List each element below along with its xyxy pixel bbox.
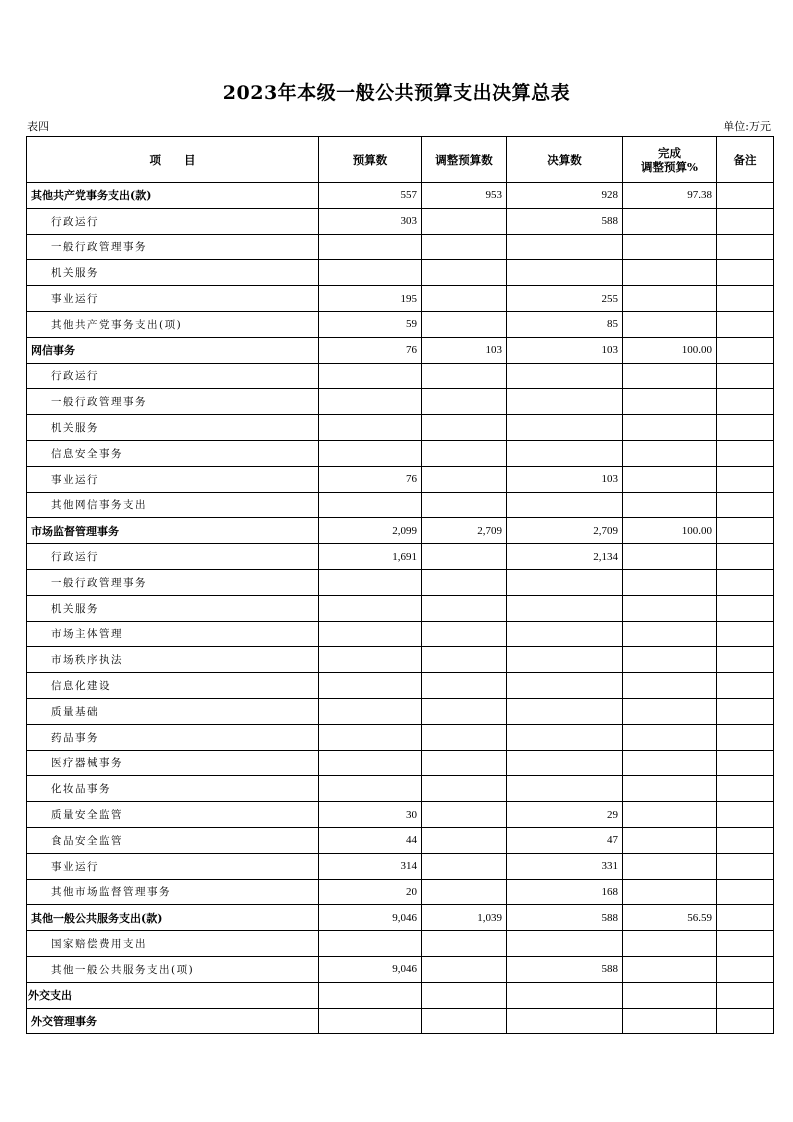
table-row [27, 415, 774, 441]
row-adjusted-budget [422, 260, 507, 286]
row-final-accounts [507, 260, 623, 286]
table-row [27, 286, 774, 312]
row-adjusted-budget [422, 802, 507, 828]
row-completion-rate [623, 982, 717, 1008]
table-row [27, 750, 774, 776]
row-adjusted-budget [422, 466, 507, 492]
row-remark [717, 337, 774, 363]
row-budget: 20 [319, 879, 422, 905]
row-adjusted-budget: 2,709 [422, 518, 507, 544]
row-adjusted-budget [422, 286, 507, 312]
table-row [27, 440, 774, 466]
row-item-name: 一般行政管理事务 [27, 234, 319, 260]
row-final-accounts [507, 363, 623, 389]
table-row [27, 208, 774, 234]
row-remark [717, 492, 774, 518]
row-final-accounts: 2,134 [507, 544, 623, 570]
row-remark [717, 673, 774, 699]
row-final-accounts: 85 [507, 311, 623, 337]
row-remark [717, 621, 774, 647]
row-item-name: 质量安全监管 [27, 802, 319, 828]
row-item-name: 其他共产党事务支出(款) [27, 183, 319, 209]
row-remark [717, 234, 774, 260]
row-adjusted-budget [422, 1008, 507, 1034]
row-adjusted-budget [422, 544, 507, 570]
row-adjusted-budget [422, 931, 507, 957]
row-item-name: 一般行政管理事务 [27, 569, 319, 595]
row-remark [717, 827, 774, 853]
row-final-accounts: 588 [507, 208, 623, 234]
row-remark [717, 595, 774, 621]
row-final-accounts [507, 673, 623, 699]
row-adjusted-budget [422, 673, 507, 699]
row-final-accounts [507, 234, 623, 260]
row-completion-rate [623, 440, 717, 466]
row-adjusted-budget [422, 363, 507, 389]
row-budget [319, 1008, 422, 1034]
row-completion-rate [623, 286, 717, 312]
row-final-accounts [507, 776, 623, 802]
row-budget [319, 595, 422, 621]
row-remark [717, 802, 774, 828]
row-final-accounts [507, 982, 623, 1008]
row-remark [717, 647, 774, 673]
row-budget: 303 [319, 208, 422, 234]
row-completion-rate [623, 595, 717, 621]
row-completion-rate [623, 492, 717, 518]
row-budget [319, 260, 422, 286]
row-final-accounts: 29 [507, 802, 623, 828]
row-completion-rate [623, 931, 717, 957]
table-row [27, 1008, 774, 1034]
row-remark [717, 311, 774, 337]
row-budget: 557 [319, 183, 422, 209]
row-adjusted-budget [422, 440, 507, 466]
row-item-name: 事业运行 [27, 286, 319, 312]
table-row [27, 569, 774, 595]
table-row [27, 260, 774, 286]
row-item-name: 其他一般公共服务支出(款) [27, 905, 319, 931]
table-row [27, 595, 774, 621]
row-remark [717, 956, 774, 982]
row-final-accounts: 168 [507, 879, 623, 905]
row-item-name: 机关服务 [27, 260, 319, 286]
row-adjusted-budget [422, 208, 507, 234]
row-item-name: 网信事务 [27, 337, 319, 363]
row-item-name: 信息安全事务 [27, 440, 319, 466]
table-row [27, 956, 774, 982]
row-remark [717, 905, 774, 931]
row-remark [717, 750, 774, 776]
row-adjusted-budget [422, 956, 507, 982]
row-budget [319, 724, 422, 750]
header-adjusted-budget: 调整预算数 [422, 137, 507, 183]
row-adjusted-budget [422, 492, 507, 518]
row-budget: 195 [319, 286, 422, 312]
header-final-accounts: 决算数 [507, 137, 623, 183]
row-final-accounts: 588 [507, 956, 623, 982]
header-item: 项 目 [27, 137, 319, 183]
row-item-name: 市场监督管理事务 [27, 518, 319, 544]
row-budget [319, 363, 422, 389]
row-adjusted-budget [422, 776, 507, 802]
row-completion-rate: 56.59 [623, 905, 717, 931]
row-adjusted-budget: 1,039 [422, 905, 507, 931]
row-item-name: 其他一般公共服务支出(项) [27, 956, 319, 982]
row-final-accounts [507, 931, 623, 957]
table-row [27, 673, 774, 699]
row-final-accounts [507, 440, 623, 466]
row-completion-rate [623, 260, 717, 286]
table-row [27, 621, 774, 647]
row-item-name: 一般行政管理事务 [27, 389, 319, 415]
row-remark [717, 724, 774, 750]
table-row [27, 982, 774, 1008]
table-row [27, 827, 774, 853]
row-item-name: 机关服务 [27, 595, 319, 621]
row-budget [319, 982, 422, 1008]
row-adjusted-budget [422, 853, 507, 879]
row-completion-rate [623, 827, 717, 853]
row-completion-rate [623, 363, 717, 389]
row-item-name: 质量基础 [27, 698, 319, 724]
row-completion-rate [623, 724, 717, 750]
row-item-name: 国家赔偿费用支出 [27, 931, 319, 957]
row-budget [319, 647, 422, 673]
row-item-name: 外交管理事务 [27, 1008, 319, 1034]
row-remark [717, 415, 774, 441]
row-item-name: 信息化建设 [27, 673, 319, 699]
row-adjusted-budget [422, 647, 507, 673]
row-final-accounts [507, 750, 623, 776]
row-remark [717, 183, 774, 209]
table-row [27, 337, 774, 363]
row-completion-rate [623, 956, 717, 982]
table-row [27, 802, 774, 828]
row-budget [319, 234, 422, 260]
row-final-accounts [507, 621, 623, 647]
row-adjusted-budget [422, 595, 507, 621]
row-budget [319, 750, 422, 776]
row-completion-rate: 100.00 [623, 518, 717, 544]
table-row [27, 853, 774, 879]
table-row [27, 518, 774, 544]
row-budget [319, 621, 422, 647]
row-budget [319, 492, 422, 518]
table-row [27, 183, 774, 209]
row-budget: 76 [319, 337, 422, 363]
row-completion-rate [623, 466, 717, 492]
document-title: 2023年本级一般公共预算支出决算总表 [222, 82, 571, 104]
row-remark [717, 260, 774, 286]
row-completion-rate [623, 853, 717, 879]
row-final-accounts [507, 698, 623, 724]
row-remark [717, 853, 774, 879]
row-completion-rate [623, 673, 717, 699]
row-adjusted-budget [422, 982, 507, 1008]
row-completion-rate [623, 879, 717, 905]
row-completion-rate [623, 802, 717, 828]
row-final-accounts: 103 [507, 466, 623, 492]
table-row [27, 389, 774, 415]
row-item-name: 事业运行 [27, 466, 319, 492]
row-budget [319, 673, 422, 699]
row-final-accounts: 928 [507, 183, 623, 209]
header-completion-line1: 完成 [658, 145, 681, 160]
row-budget: 44 [319, 827, 422, 853]
row-item-name: 医疗器械事务 [27, 750, 319, 776]
row-final-accounts: 103 [507, 337, 623, 363]
table-row [27, 492, 774, 518]
row-item-name: 行政运行 [27, 363, 319, 389]
row-completion-rate [623, 389, 717, 415]
row-remark [717, 879, 774, 905]
row-completion-rate [623, 776, 717, 802]
row-adjusted-budget [422, 234, 507, 260]
row-final-accounts [507, 647, 623, 673]
row-budget: 9,046 [319, 956, 422, 982]
row-budget [319, 440, 422, 466]
table-row [27, 647, 774, 673]
row-item-name: 其他共产党事务支出(项) [27, 311, 319, 337]
table-row [27, 698, 774, 724]
row-budget: 314 [319, 853, 422, 879]
table-row [27, 776, 774, 802]
row-final-accounts [507, 724, 623, 750]
row-remark [717, 466, 774, 492]
row-adjusted-budget [422, 569, 507, 595]
row-budget [319, 931, 422, 957]
table-row [27, 466, 774, 492]
row-remark [717, 569, 774, 595]
row-adjusted-budget [422, 879, 507, 905]
row-budget: 9,046 [319, 905, 422, 931]
row-adjusted-budget: 953 [422, 183, 507, 209]
row-item-name: 外交支出 [27, 982, 319, 1008]
row-final-accounts [507, 595, 623, 621]
row-adjusted-budget [422, 621, 507, 647]
table-row [27, 544, 774, 570]
row-item-name: 行政运行 [27, 544, 319, 570]
row-budget [319, 389, 422, 415]
row-remark [717, 931, 774, 957]
row-budget [319, 698, 422, 724]
row-item-name: 食品安全监管 [27, 827, 319, 853]
row-completion-rate [623, 415, 717, 441]
row-final-accounts [507, 415, 623, 441]
row-adjusted-budget [422, 311, 507, 337]
table-row [27, 724, 774, 750]
row-completion-rate [623, 698, 717, 724]
table-row [27, 363, 774, 389]
row-item-name: 机关服务 [27, 415, 319, 441]
row-budget: 1,691 [319, 544, 422, 570]
row-final-accounts: 331 [507, 853, 623, 879]
row-item-name: 事业运行 [27, 853, 319, 879]
table-row [27, 905, 774, 931]
row-item-name: 化妆品事务 [27, 776, 319, 802]
table-row [27, 234, 774, 260]
row-remark [717, 1008, 774, 1034]
row-final-accounts: 47 [507, 827, 623, 853]
row-remark [717, 286, 774, 312]
row-completion-rate [623, 234, 717, 260]
row-budget [319, 415, 422, 441]
header-completion-line2: 调整预算% [641, 159, 698, 174]
row-item-name: 行政运行 [27, 208, 319, 234]
table-row [27, 931, 774, 957]
row-budget: 59 [319, 311, 422, 337]
row-completion-rate: 100.00 [623, 337, 717, 363]
header-remarks: 备注 [717, 137, 774, 183]
row-budget: 76 [319, 466, 422, 492]
table-row [27, 311, 774, 337]
header-completion-rate [623, 137, 717, 183]
row-final-accounts: 588 [507, 905, 623, 931]
row-item-name: 市场主体管理 [27, 621, 319, 647]
row-final-accounts [507, 492, 623, 518]
row-adjusted-budget: 103 [422, 337, 507, 363]
expenditure-table [26, 136, 774, 1034]
row-completion-rate [623, 208, 717, 234]
row-adjusted-budget [422, 724, 507, 750]
row-final-accounts [507, 1008, 623, 1034]
row-remark [717, 389, 774, 415]
row-adjusted-budget [422, 750, 507, 776]
unit-label: 单位:万元 [723, 120, 771, 133]
row-final-accounts: 2,709 [507, 518, 623, 544]
row-adjusted-budget [422, 698, 507, 724]
row-remark [717, 698, 774, 724]
row-completion-rate [623, 647, 717, 673]
row-final-accounts [507, 569, 623, 595]
row-remark [717, 440, 774, 466]
row-completion-rate [623, 569, 717, 595]
table-row [27, 879, 774, 905]
table-number: 表四 [27, 120, 49, 133]
row-budget [319, 569, 422, 595]
header-budget: 预算数 [319, 137, 422, 183]
row-final-accounts [507, 389, 623, 415]
table-header [27, 137, 774, 183]
row-completion-rate [623, 544, 717, 570]
row-remark [717, 982, 774, 1008]
row-budget [319, 776, 422, 802]
row-budget: 2,099 [319, 518, 422, 544]
row-completion-rate [623, 621, 717, 647]
row-adjusted-budget [422, 415, 507, 441]
row-adjusted-budget [422, 389, 507, 415]
row-final-accounts: 255 [507, 286, 623, 312]
row-remark [717, 776, 774, 802]
row-completion-rate [623, 750, 717, 776]
row-item-name: 市场秩序执法 [27, 647, 319, 673]
row-item-name: 药品事务 [27, 724, 319, 750]
row-budget: 30 [319, 802, 422, 828]
row-adjusted-budget [422, 827, 507, 853]
row-completion-rate [623, 1008, 717, 1034]
table-body [27, 183, 774, 1034]
row-remark [717, 208, 774, 234]
row-remark [717, 544, 774, 570]
row-remark [717, 518, 774, 544]
row-remark [717, 363, 774, 389]
row-completion-rate: 97.38 [623, 183, 717, 209]
row-completion-rate [623, 311, 717, 337]
row-item-name: 其他网信事务支出 [27, 492, 319, 518]
row-item-name: 其他市场监督管理事务 [27, 879, 319, 905]
